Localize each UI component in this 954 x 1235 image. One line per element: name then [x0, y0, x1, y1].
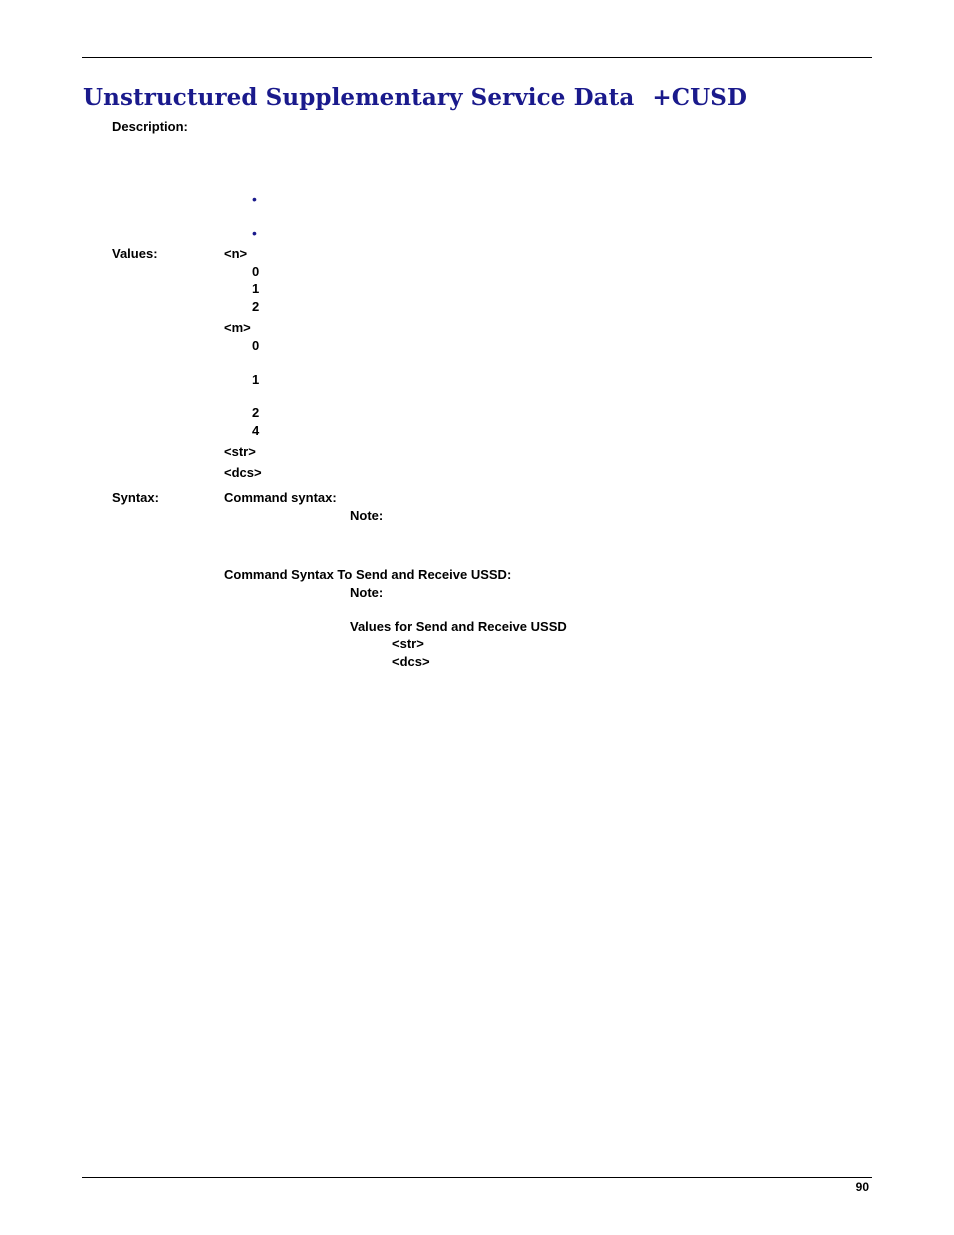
n-option-1: 1	[252, 281, 260, 296]
n-option-0: 0	[252, 264, 260, 279]
send-receive-param-str: <str>	[392, 636, 424, 651]
description-label: Description:	[112, 119, 188, 134]
header-rule	[82, 57, 872, 58]
m-option-0: 0	[252, 338, 260, 353]
syntax-label: Syntax:	[112, 490, 159, 505]
note-2-label: Note:	[350, 585, 384, 600]
footer-rule	[82, 1177, 872, 1178]
send-receive-param-dcs: <dcs>	[392, 654, 430, 669]
bullet-2: •	[252, 225, 257, 241]
param-m: <m>	[224, 320, 251, 335]
bullet-1: •	[252, 191, 257, 207]
page-number: 90	[855, 1180, 869, 1194]
command-syntax-label: Command syntax:	[224, 490, 337, 505]
values-label: Values:	[112, 246, 158, 261]
send-receive-values-heading: Values for Send and Receive USSD	[350, 619, 567, 634]
param-dcs: <dcs>	[224, 465, 262, 480]
param-n: <n>	[224, 246, 248, 261]
title-text: Unstructured Supplementary Service Data	[83, 84, 635, 111]
page-title	[83, 84, 747, 111]
n-option-2: 2	[252, 299, 260, 314]
note-1-label: Note:	[350, 508, 384, 523]
m-option-4: 4	[252, 423, 260, 438]
m-option-1: 1	[252, 372, 260, 387]
param-str: <str>	[224, 444, 256, 459]
m-option-2: 2	[252, 405, 260, 420]
send-receive-syntax-label: Command Syntax To Send and Receive USSD:	[224, 567, 512, 582]
command-name: +CUSD	[652, 84, 748, 111]
